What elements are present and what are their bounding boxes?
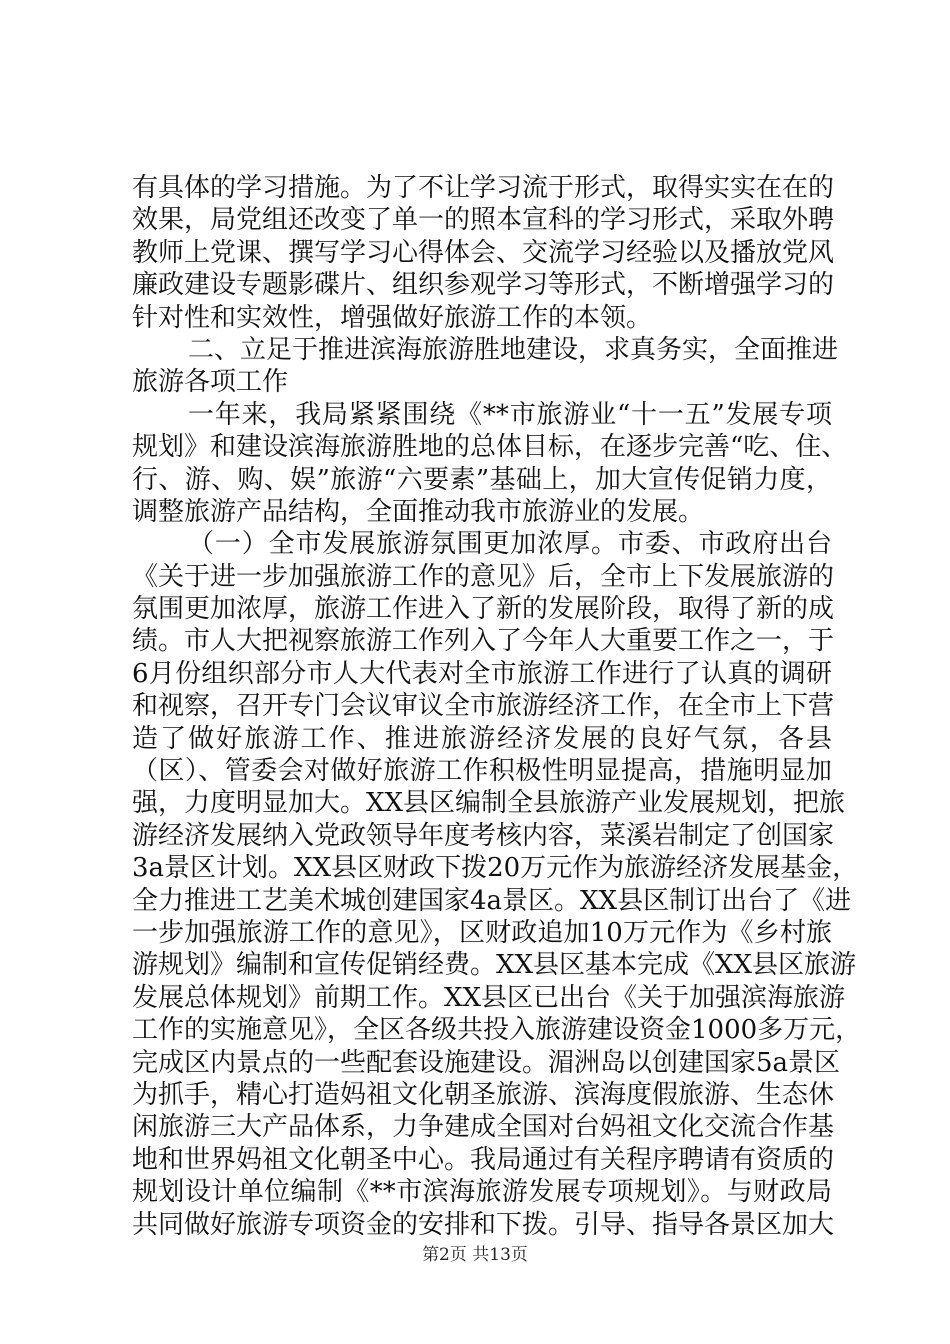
text-line: 一步加强旅游工作的意见》，区财政追加10万元作为《乡村旅 bbox=[132, 917, 832, 948]
text-line: 调整旅游产品结构，全面推动我市旅游业的发展。 bbox=[132, 496, 705, 527]
text-line: 全力推进工艺美术城创建国家4a景区。XX县区制订出台了《进 bbox=[132, 885, 852, 916]
text-line: 地和世界妈祖文化朝圣中心。我局通过有关程序聘请有资质的 bbox=[132, 1144, 835, 1175]
text-line: 《关于进一步加强旅游工作的意见》后，全市上下发展旅游的 bbox=[132, 561, 835, 592]
text-line: 闲旅游三大产品体系，力争建成全国对台妈祖文化交流合作基 bbox=[132, 1112, 835, 1143]
text-line: 教师上党课、撰写学习心得体会、交流学习经验以及播放党风 bbox=[132, 237, 835, 268]
text-line: 廉政建设专题影碟片、组织参观学习等形式，不断增强学习的 bbox=[132, 270, 835, 301]
body-text bbox=[132, 172, 862, 1241]
text-line: 有具体的学习措施。为了不让学习流于形式，取得实实在在的 bbox=[132, 173, 835, 203]
text-line: 绩。市人大把视察旅游工作列入了今年人大重要工作之一，于 bbox=[132, 626, 835, 657]
text-line: 行、游、购、娱”旅游“六要素”基础上，加大宣传促销力度， bbox=[132, 464, 832, 495]
text-line: 效果，局党组还改变了单一的照本宣科的学习形式，采取外聘 bbox=[132, 205, 835, 236]
text-line: 二、立足于推进滨海旅游胜地建设，求真务实，全面推进 bbox=[188, 334, 839, 365]
text-line: 6月份组织部分市人大代表对全市旅游工作进行了认真的调研 bbox=[132, 658, 832, 689]
text-line: （一）全市发展旅游氛围更加浓厚。市委、市政府出台 bbox=[188, 529, 832, 560]
text-line: 共同做好旅游专项资金的安排和下拨。引导、指导各景区加大 bbox=[132, 1209, 835, 1240]
text-line: 完成区内景点的一些配套设施建设。湄洲岛以创建国家5a景区 bbox=[132, 1047, 841, 1078]
text-line: 造了做好旅游工作、推进旅游经济发展的良好气氛，各县 bbox=[132, 723, 832, 754]
text-line: 旅游各项工作 bbox=[132, 367, 289, 398]
text-line: 规划设计单位编制《**市滨海旅游发展专项规划》。与财政局 bbox=[132, 1177, 832, 1208]
text-line: 氛围更加浓厚，旅游工作进入了新的发展阶段，取得了新的成 bbox=[132, 594, 835, 625]
text-line: 为抓手，精心打造妈祖文化朝圣旅游、滨海度假旅游、生态休 bbox=[132, 1079, 835, 1110]
text-line: 发展总体规划》前期工作。XX县区已出台《关于加强滨海旅游 bbox=[132, 982, 846, 1013]
text-line: 强，力度明显加大。XX县区编制全县旅游产业发展规划，把旅 bbox=[132, 788, 846, 819]
text-line: 游经济发展纳入党政领导年度考核内容，菜溪岩制定了创国家 bbox=[132, 820, 835, 851]
text-line: 规划》和建设滨海旅游胜地的总体目标，在逐步完善“吃、住、 bbox=[132, 432, 848, 463]
page-footer: 第2页 共13页 bbox=[422, 1245, 528, 1265]
text-line: （区）、管委会对做好旅游工作积极性明显提高，措施明显加 bbox=[132, 756, 832, 787]
text-line: 游规划》编制和宣传促销经费。XX县区基本完成《XX县区旅游 bbox=[132, 950, 857, 981]
text-line: 针对性和实效性，增强做好旅游工作的本领。 bbox=[132, 302, 653, 333]
text-line: 3a景区计划。XX县区财政下拨20万元作为旅游经济发展基金， bbox=[132, 853, 859, 884]
text-line: 工作的实施意见》，全区各级共投入旅游建设资金1000多万元， bbox=[132, 1015, 862, 1046]
text-line: 一年来，我局紧紧围绕《**市旅游业“十一五”发展专项 bbox=[188, 399, 832, 430]
text-line: 和视察，召开专门会议审议全市旅游经济工作，在全市上下营 bbox=[132, 691, 835, 722]
